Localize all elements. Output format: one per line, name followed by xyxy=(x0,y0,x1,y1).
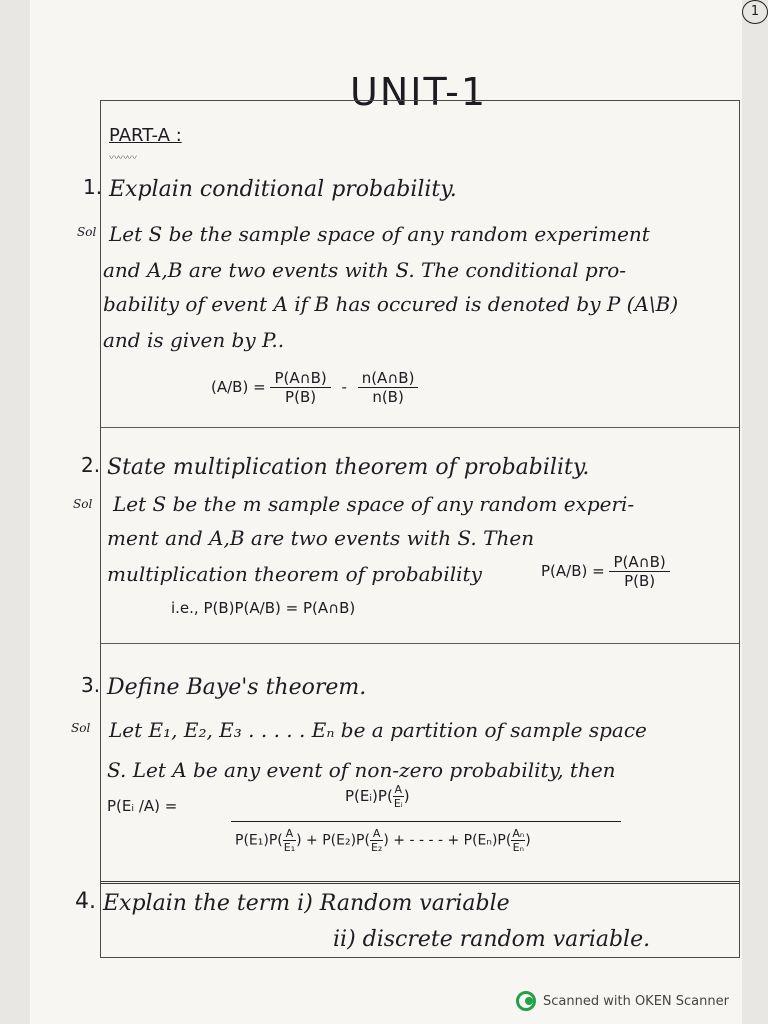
bayes-den-term2-bottom: E₂ xyxy=(370,841,383,854)
scanner-logo-icon xyxy=(516,991,536,1011)
question-2-answer-mark: Sol xyxy=(73,497,93,511)
underline-squiggle: 〰〰〰 xyxy=(109,153,136,164)
bayes-den-term1-fraction xyxy=(283,827,296,854)
question-2-number: 2. xyxy=(81,453,101,477)
page-title: UNIT-1 xyxy=(350,70,488,114)
formula-2-lhs: P(A/B) = xyxy=(541,562,605,580)
section-divider-2 xyxy=(101,643,739,644)
formula-1-fraction-1 xyxy=(270,369,330,406)
question-1-number: 1. xyxy=(83,175,103,199)
multiplication-theorem-formula: i.e., P(B)P(A/B) = P(A∩B) xyxy=(171,599,356,617)
formula-1-f2-numerator: n(A∩B) xyxy=(358,369,419,388)
question-1-answer-mark: Sol xyxy=(77,225,97,239)
bayes-num-prefix: P(Eᵢ)P xyxy=(345,787,387,805)
formula-1-f2-denominator: n(B) xyxy=(372,388,404,406)
formula-1-separator: - xyxy=(341,378,347,396)
answer-2-line-2: ment and A,B are two events with S. Then xyxy=(107,526,535,550)
formula-2-denominator: P(B) xyxy=(624,572,656,590)
answer-2-line-3: multiplication theorem of probability xyxy=(107,562,482,586)
page-number: 1 xyxy=(742,0,768,24)
bayes-den-term1-bottom: E₁ xyxy=(283,841,296,854)
part-heading: PART-A : xyxy=(109,125,182,146)
formula-1-f1-numerator: P(A∩B) xyxy=(270,369,330,388)
question-4-number: 4. xyxy=(75,889,96,914)
bayes-fraction-bar xyxy=(231,821,621,822)
bayes-den-termn-fraction xyxy=(511,827,525,854)
bayes-den-ellipsis: + - - - - + P(Eₙ)P xyxy=(393,832,506,849)
section-divider-3 xyxy=(101,881,739,884)
question-3-answer-mark: Sol xyxy=(71,721,91,735)
answer-3-line-2: S. Let A be any event of non-zero probability, then xyxy=(107,758,616,782)
formula-1-f1-denominator: P(B) xyxy=(285,388,317,406)
answer-1-line-2: and A,B are two events with S. The conditional pro- xyxy=(103,258,626,282)
formula-2-fraction xyxy=(609,553,669,590)
bayes-den-term1-top: A xyxy=(283,827,296,841)
scanner-text: Scanned with OKEN Scanner xyxy=(543,993,729,1009)
notes-frame xyxy=(71,100,740,958)
bayes-den-term1-prefix: P(E₁)P xyxy=(235,832,278,849)
bayes-den-termn-top: Aₙ xyxy=(512,827,525,840)
bayes-num-fraction xyxy=(393,783,404,810)
bayes-den-term2-top: A xyxy=(370,827,383,841)
question-1-text: Explain conditional probability. xyxy=(109,177,457,202)
answer-1-line-4: and is given by P.. xyxy=(103,328,285,352)
bayes-num-frac-bottom: Eᵢ xyxy=(393,797,403,810)
conditional-probability-formula xyxy=(211,369,418,406)
answer-1-line-3: bability of event A if B has occured is denoted by P (A\B) xyxy=(103,292,679,316)
bayes-num-frac-top: A xyxy=(394,783,403,796)
bayes-den-term2-fraction xyxy=(370,827,383,854)
question-4-text-line-2: ii) discrete random variable. xyxy=(333,927,651,952)
bayes-den-term2-prefix: + P(E₂)P xyxy=(306,832,365,849)
answer-3-line-1: Let E₁, E₂, E₃ . . . . . Eₙ be a partition of sample space xyxy=(109,718,647,742)
bayes-formula-denominator: P(E₁)P( $\frac{A}{\text{E₁}}$ ) + P(E₂)P( $\frac{A}{\text{E₂}}$ ) + - - - - + P(Eₙ)P( $\frac{\text{Aₙ}}{\text{Eₙ}}$ ) xyxy=(235,827,531,854)
section-divider-1 xyxy=(101,427,739,428)
multiplication-theorem-inline-formula xyxy=(541,553,670,590)
question-3-text: Define Baye's theorem. xyxy=(107,675,367,700)
bayes-den-termn-bottom: Eₙ xyxy=(512,841,524,854)
answer-1-line-1: Let S be the sample space of any random experiment xyxy=(109,222,650,246)
bayes-formula-lhs: P(Eᵢ /A) = xyxy=(107,797,178,815)
answer-2-line-1: Let S be the m sample space of any random experi- xyxy=(113,492,635,516)
question-4-text: Explain the term i) Random variable xyxy=(103,891,510,916)
formula-2-numerator: P(A∩B) xyxy=(609,553,669,572)
formula-1-lhs: (A/B) = xyxy=(211,378,266,396)
notebook-page xyxy=(30,0,760,1024)
formula-1-fraction-2 xyxy=(358,369,419,406)
question-3-number: 3. xyxy=(81,673,101,697)
bayes-formula-numerator: P(Eᵢ)P( $\frac{A}{\text{Eᵢ}}$ ) xyxy=(345,783,410,810)
question-2-text: State multiplication theorem of probability. xyxy=(107,455,590,480)
scanner-watermark xyxy=(516,990,729,1012)
